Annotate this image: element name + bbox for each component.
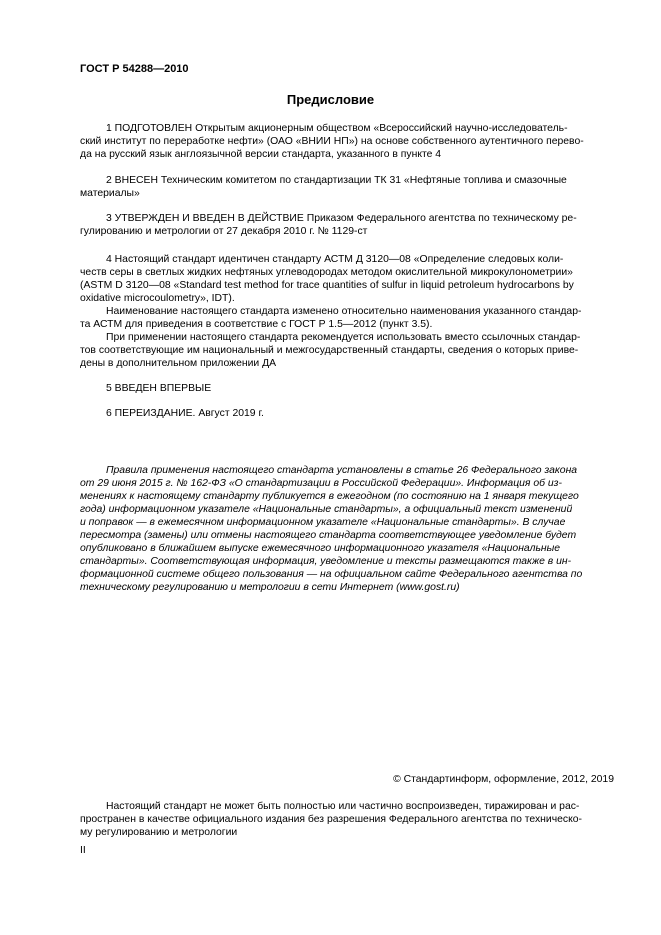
text-line: При применении настоящего стандарта рекомендуется использовать вместо ссылочных стандар-	[106, 332, 581, 343]
text-line: менениях к настоящему стандарту публикуется в ежегодном (по состоянию на 1 января текущего	[80, 491, 579, 502]
text-line: опубликовано в ближайшем выпуске ежемесячного информационного указателя «Национальные	[80, 543, 561, 554]
text-line: Настоящий стандарт не может быть полностью или частично воспроизведен, тиражирован и рас-	[106, 801, 580, 812]
text-line: честв серы в светлых жидких нефтяных углеводородах методом окислительной микрокулонометрии»	[80, 267, 573, 278]
text-line: тов соответствующие им национальный и межгосударственный стандарты, сведения о которых приве-	[80, 345, 579, 356]
text-line: от 29 июня 2015 г. № 162-ФЗ «О стандартизации в Российской Федерации». Информация об из-	[80, 478, 562, 489]
page-title: Предисловие	[286, 92, 375, 107]
item-1	[80, 122, 614, 161]
document-code: ГОСТ Р 54288—2010	[80, 63, 189, 75]
text-line: дены в дополнительном приложении ДА	[80, 358, 277, 369]
text-line: и поправок — в ежемесячном информационном указателе «Национальные стандарты». В случае	[80, 517, 566, 528]
item-4	[80, 253, 614, 370]
text-line: 2 ВНЕСЕН Техническим комитетом по стандартизации ТК 31 «Нефтяные топлива и смазочные	[106, 175, 567, 186]
text-line: формационной системе общего пользования — на официальном сайте Федерального агентства по	[80, 569, 583, 580]
page-number: II	[80, 845, 86, 856]
item-3	[80, 212, 614, 238]
text-line: пересмотра (замены) или отмены настоящего стандарта соответствующее уведомление будет	[80, 530, 577, 541]
text-line: пространен в качестве официального издания без разрешения Федерального агентства по техническо-	[80, 814, 582, 825]
text-line: 3 УТВЕРЖДЕН И ВВЕДЕН В ДЕЙСТВИЕ Приказом Федерального агентства по техническому ре-	[106, 213, 577, 224]
text-line: (ASTM D 3120—08 «Standard test method for trace quantities of sulfur in liquid petroleum hydrocarbons by	[80, 280, 574, 291]
reproduction-notice	[80, 800, 614, 839]
text-line: да на русский язык англоязычной версии стандарта, указанного в пункте 4	[80, 149, 442, 160]
text-line: та АСТМ для приведения в соответствие с ГОСТ Р 1.5—2012 (пункт 3.5).	[80, 319, 433, 330]
text-line: 6 ПЕРЕИЗДАНИЕ. Август 2019 г.	[106, 408, 264, 419]
text-line: гулированию и метрологии от 27 декабря 2010 г. № 1129-ст	[80, 226, 368, 237]
text-line: материалы»	[80, 188, 140, 199]
text-line: техническому регулированию и метрологии в сети Интернет (www.gost.ru)	[80, 582, 460, 593]
copyright: © Стандартинформ, оформление, 2012, 2019	[393, 774, 614, 785]
item-6	[80, 407, 614, 420]
text-line: Наименование настоящего стандарта изменено относительно наименования указанного стандар-	[106, 306, 582, 317]
text-line: года) информационном указателе «Национальные стандарты», а официальный текст изменений	[80, 504, 573, 515]
text-line: 4 Настоящий стандарт идентичен стандарту АСТМ Д 3120—08 «Определение следовых коли-	[106, 254, 564, 265]
text-line: стандарты». Соответствующая информация, уведомление и тексты размещаются также в ин-	[80, 556, 572, 567]
text-line: oxidative microcoulometry», IDT).	[80, 293, 235, 304]
text-line: 1 ПОДГОТОВЛЕН Открытым акционерным обществом «Всероссийский научно-исследователь-	[106, 123, 568, 134]
usage-note	[80, 464, 614, 594]
item-2	[80, 174, 614, 200]
text-line: му регулированию и метрологии	[80, 827, 238, 838]
text-line: 5 ВВЕДЕН ВПЕРВЫЕ	[106, 383, 212, 394]
text-line: ский институт по переработке нефти» (ОАО «ВНИИ НП») на основе собственного аутентичного перево-	[80, 136, 584, 147]
text-line: Правила применения настоящего стандарта установлены в статье 26 Федерального закона	[106, 465, 578, 476]
item-5	[80, 382, 614, 395]
